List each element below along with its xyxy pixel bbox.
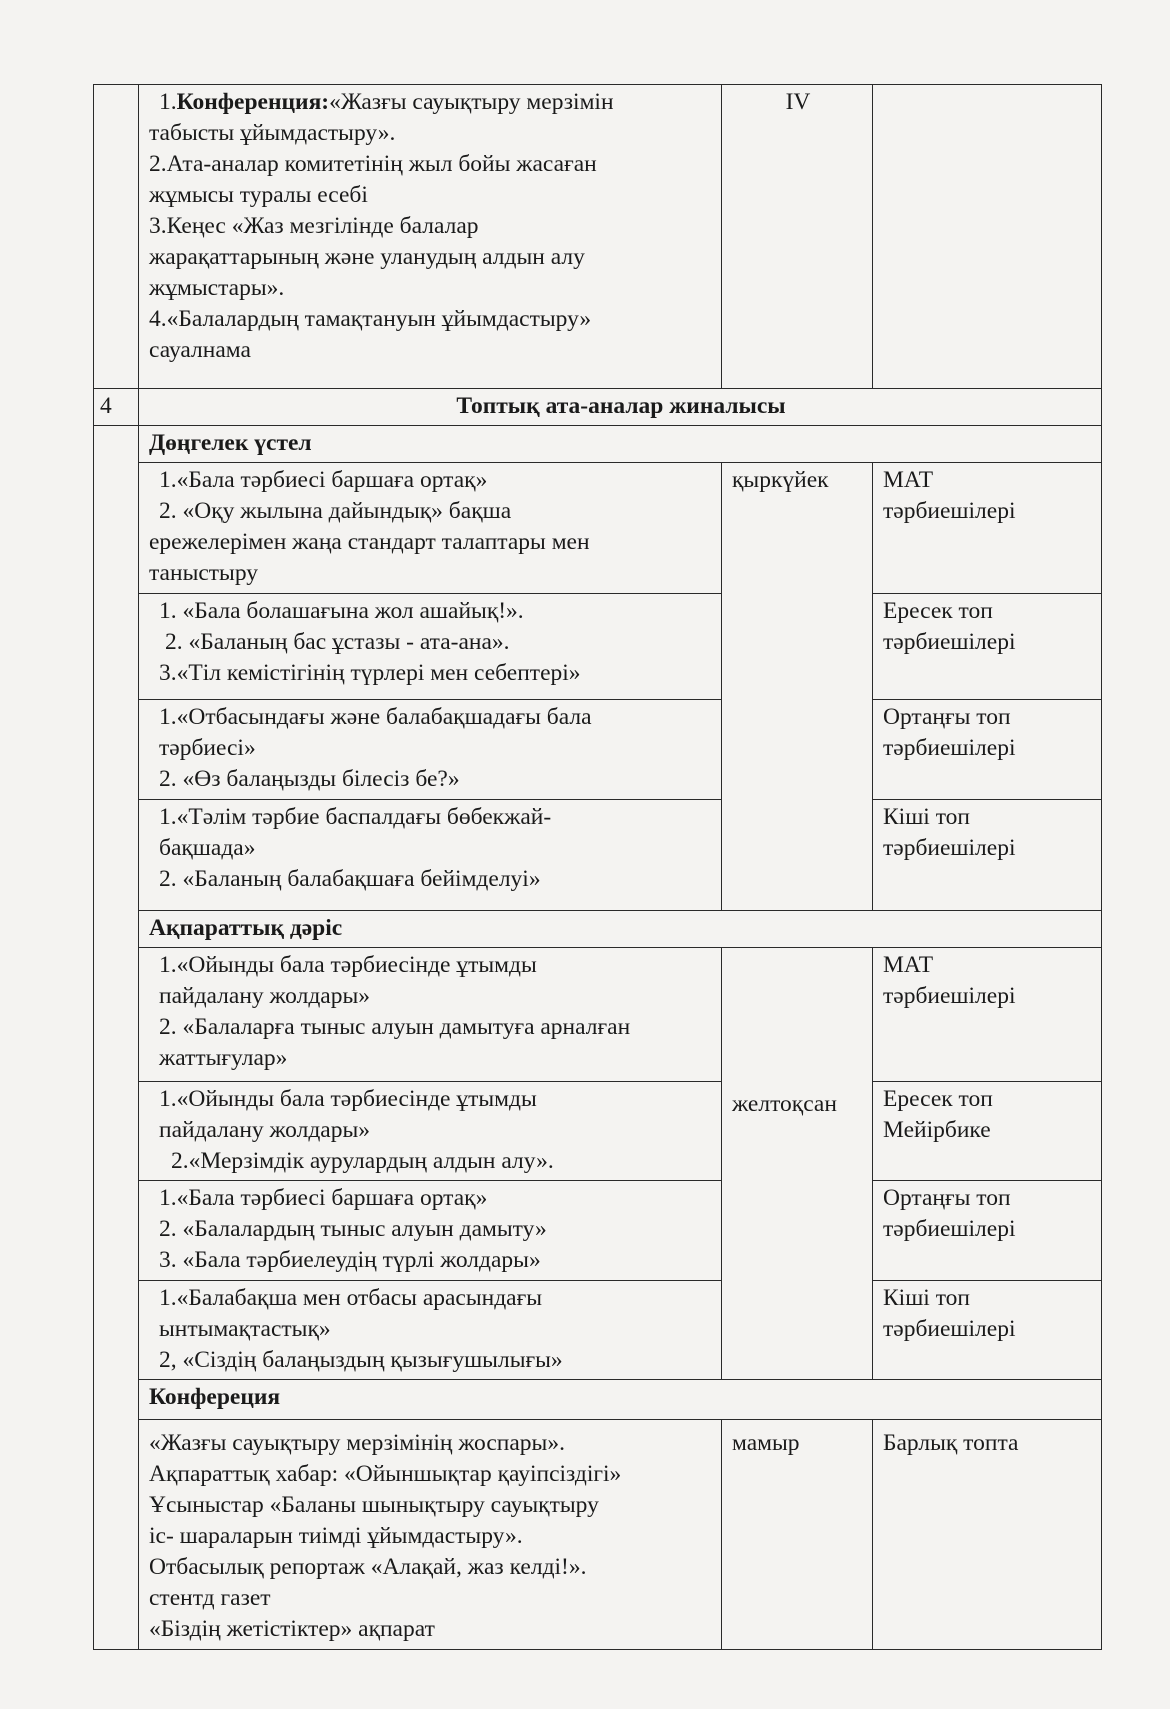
month-cell: қыркүйек (722, 463, 873, 911)
topics-cell (139, 1181, 722, 1281)
list-item: жұмысы туралы есебі (149, 182, 368, 208)
topics-cell (139, 948, 722, 1082)
responsible-cell: Ересек топ тәрбиешілері (873, 594, 1102, 700)
list-item: 2. «Оқу жылына дайындық» бақша (159, 498, 512, 524)
list-item: 1.«Ойынды бала тәрбиесінде ұтымды (159, 1086, 537, 1112)
list-item: стентд газет (149, 1585, 271, 1611)
table-row (94, 948, 1102, 1082)
list-item: пайдалану жолдары» (159, 1117, 371, 1143)
list-item: 1.«Бала тәрбиесі баршаға ортақ» (159, 467, 488, 493)
topics-cell (139, 594, 722, 700)
topics-cell (139, 463, 722, 594)
list-item: 1.«Тәлім тәрбие баспалдағы бөбекжай- (159, 804, 552, 830)
list-item: Ақпараттық хабар: «Ойыншықтар қауіпсіздігі» (149, 1461, 622, 1487)
list-item: жұмыстары». (149, 275, 285, 301)
number-cell (94, 85, 139, 389)
list-item: 2. «Баланың бас ұстазы - ата-ана». (165, 629, 510, 655)
list-item: 2. «Балаларға тыныс алуын дамытуға арналған (159, 1014, 631, 1040)
list-item: сауалнама (149, 337, 251, 363)
number-cell (94, 426, 139, 1650)
list-item: 2, «Сіздің балаңыздың қызығушылығы» (159, 1347, 563, 1373)
list-item: 1.«Бала тәрбиесі баршаға ортақ» (159, 1185, 488, 1211)
subsection-heading-row (94, 1380, 1102, 1420)
events-table (93, 84, 1102, 1650)
table-row (94, 594, 1102, 700)
list-item: «Біздің жетістіктер» ақпарат (149, 1616, 435, 1642)
conference-label: Конференция: (176, 89, 330, 115)
list-item: 2.Ата-аналар комитетінің жыл бойы жасаған (149, 151, 597, 177)
topics-cell (139, 800, 722, 911)
list-item: тәрбиесі» (159, 735, 256, 761)
list-item: 3.«Тіл кемістігінің түрлері мен себептері» (159, 660, 581, 686)
list-item: 2. «Балалардың тыныс алуын дамыту» (159, 1216, 547, 1242)
responsible-cell: Кіші топ тәрбиешілері (873, 1281, 1102, 1380)
list-item: ережелерімен жаңа стандарт талаптары мен (149, 529, 590, 555)
table-row (94, 1181, 1102, 1281)
list-item: 1.«Отбасындағы және балабақшадағы бала (159, 704, 592, 730)
responsible-cell: Барлық топта (873, 1420, 1102, 1650)
subsection-heading-row (94, 426, 1102, 463)
list-item: пайдалану жолдары» (159, 983, 371, 1009)
list-item: 4.«Балалардың тамақтануын ұйымдастыру» (149, 306, 592, 332)
list-item: 1.«Балабақша мен отбасы арасындағы (159, 1285, 543, 1311)
info-lecture-heading: Ақпараттық дәріс (139, 911, 1102, 948)
section-title: Топтық ата-аналар жиналысы (139, 389, 1102, 426)
responsible-cell: МАТ тәрбиешілері (873, 948, 1102, 1082)
conference-heading: Конфереция (139, 1380, 1102, 1420)
responsible-cell: МАТ тәрбиешілері (873, 463, 1102, 594)
list-item: таныстыру (149, 560, 259, 586)
list-item: «Жазғы сауықтыру мерзімінің жоспары». (149, 1430, 565, 1456)
responsible-cell (873, 85, 1102, 389)
responsible-cell: Ортаңғы топ тәрбиешілері (873, 700, 1102, 800)
list-item: бақшада» (159, 835, 256, 861)
list-item: 1. «Бала болашағына жол ашайық!». (159, 598, 524, 624)
section-number: 4 (94, 389, 139, 426)
list-item: жарақаттарының және уланудың алдын алу (149, 244, 585, 270)
round-table-heading: Дөңгелек үстел (139, 426, 1102, 463)
list-item: 1.Конференция:«Жазғы сауықтыру мерзімін (159, 89, 614, 115)
section-header-row (94, 389, 1102, 426)
month-cell: мамыр (722, 1420, 873, 1650)
topics-cell (139, 1082, 722, 1181)
activities-cell (139, 85, 722, 389)
table-row (94, 1082, 1102, 1181)
list-item: Ұсыныстар «Баланы шынықтыру сауықтыру (149, 1492, 599, 1518)
table-row (94, 800, 1102, 911)
list-item: 2. «Өз балаңызды білесіз бе?» (159, 766, 460, 792)
list-item: 1.«Ойынды бала тәрбиесінде ұтымды (159, 952, 537, 978)
subsection-heading-row (94, 911, 1102, 948)
list-item: ынтымақтастық» (159, 1316, 331, 1342)
list-item: Отбасылық репортаж «Алақай, жаз келді!». (149, 1554, 587, 1580)
responsible-cell: Ортаңғы топ тәрбиешілері (873, 1181, 1102, 1281)
month-cell: желтоқсан (722, 948, 873, 1380)
list-item: 2.«Мерзімдік аурулардың алдын алу». (171, 1148, 554, 1174)
responsible-cell: Ересек топ Мейірбике (873, 1082, 1102, 1181)
responsible-cell: Кіші топ тәрбиешілері (873, 800, 1102, 911)
list-item: табысты ұйымдастыру». (149, 120, 396, 146)
table-row (94, 1420, 1102, 1650)
table-row (94, 85, 1102, 389)
list-item: 3. «Бала тәрбиелеудің түрлі жолдары» (159, 1247, 541, 1273)
topics-cell (139, 1420, 722, 1650)
topics-cell (139, 700, 722, 800)
table-row (94, 1281, 1102, 1380)
list-item: іс- шараларын тиімді ұйымдастыру». (149, 1523, 523, 1549)
list-item: жаттығулар» (159, 1045, 288, 1071)
table-row (94, 463, 1102, 594)
list-item: 3.Кеңес «Жаз мезгілінде балалар (149, 213, 479, 239)
quarter-cell: IV (722, 85, 873, 389)
topics-cell (139, 1281, 722, 1380)
table-row (94, 700, 1102, 800)
list-item: 2. «Баланың балабақшаға бейімделуі» (159, 866, 541, 892)
